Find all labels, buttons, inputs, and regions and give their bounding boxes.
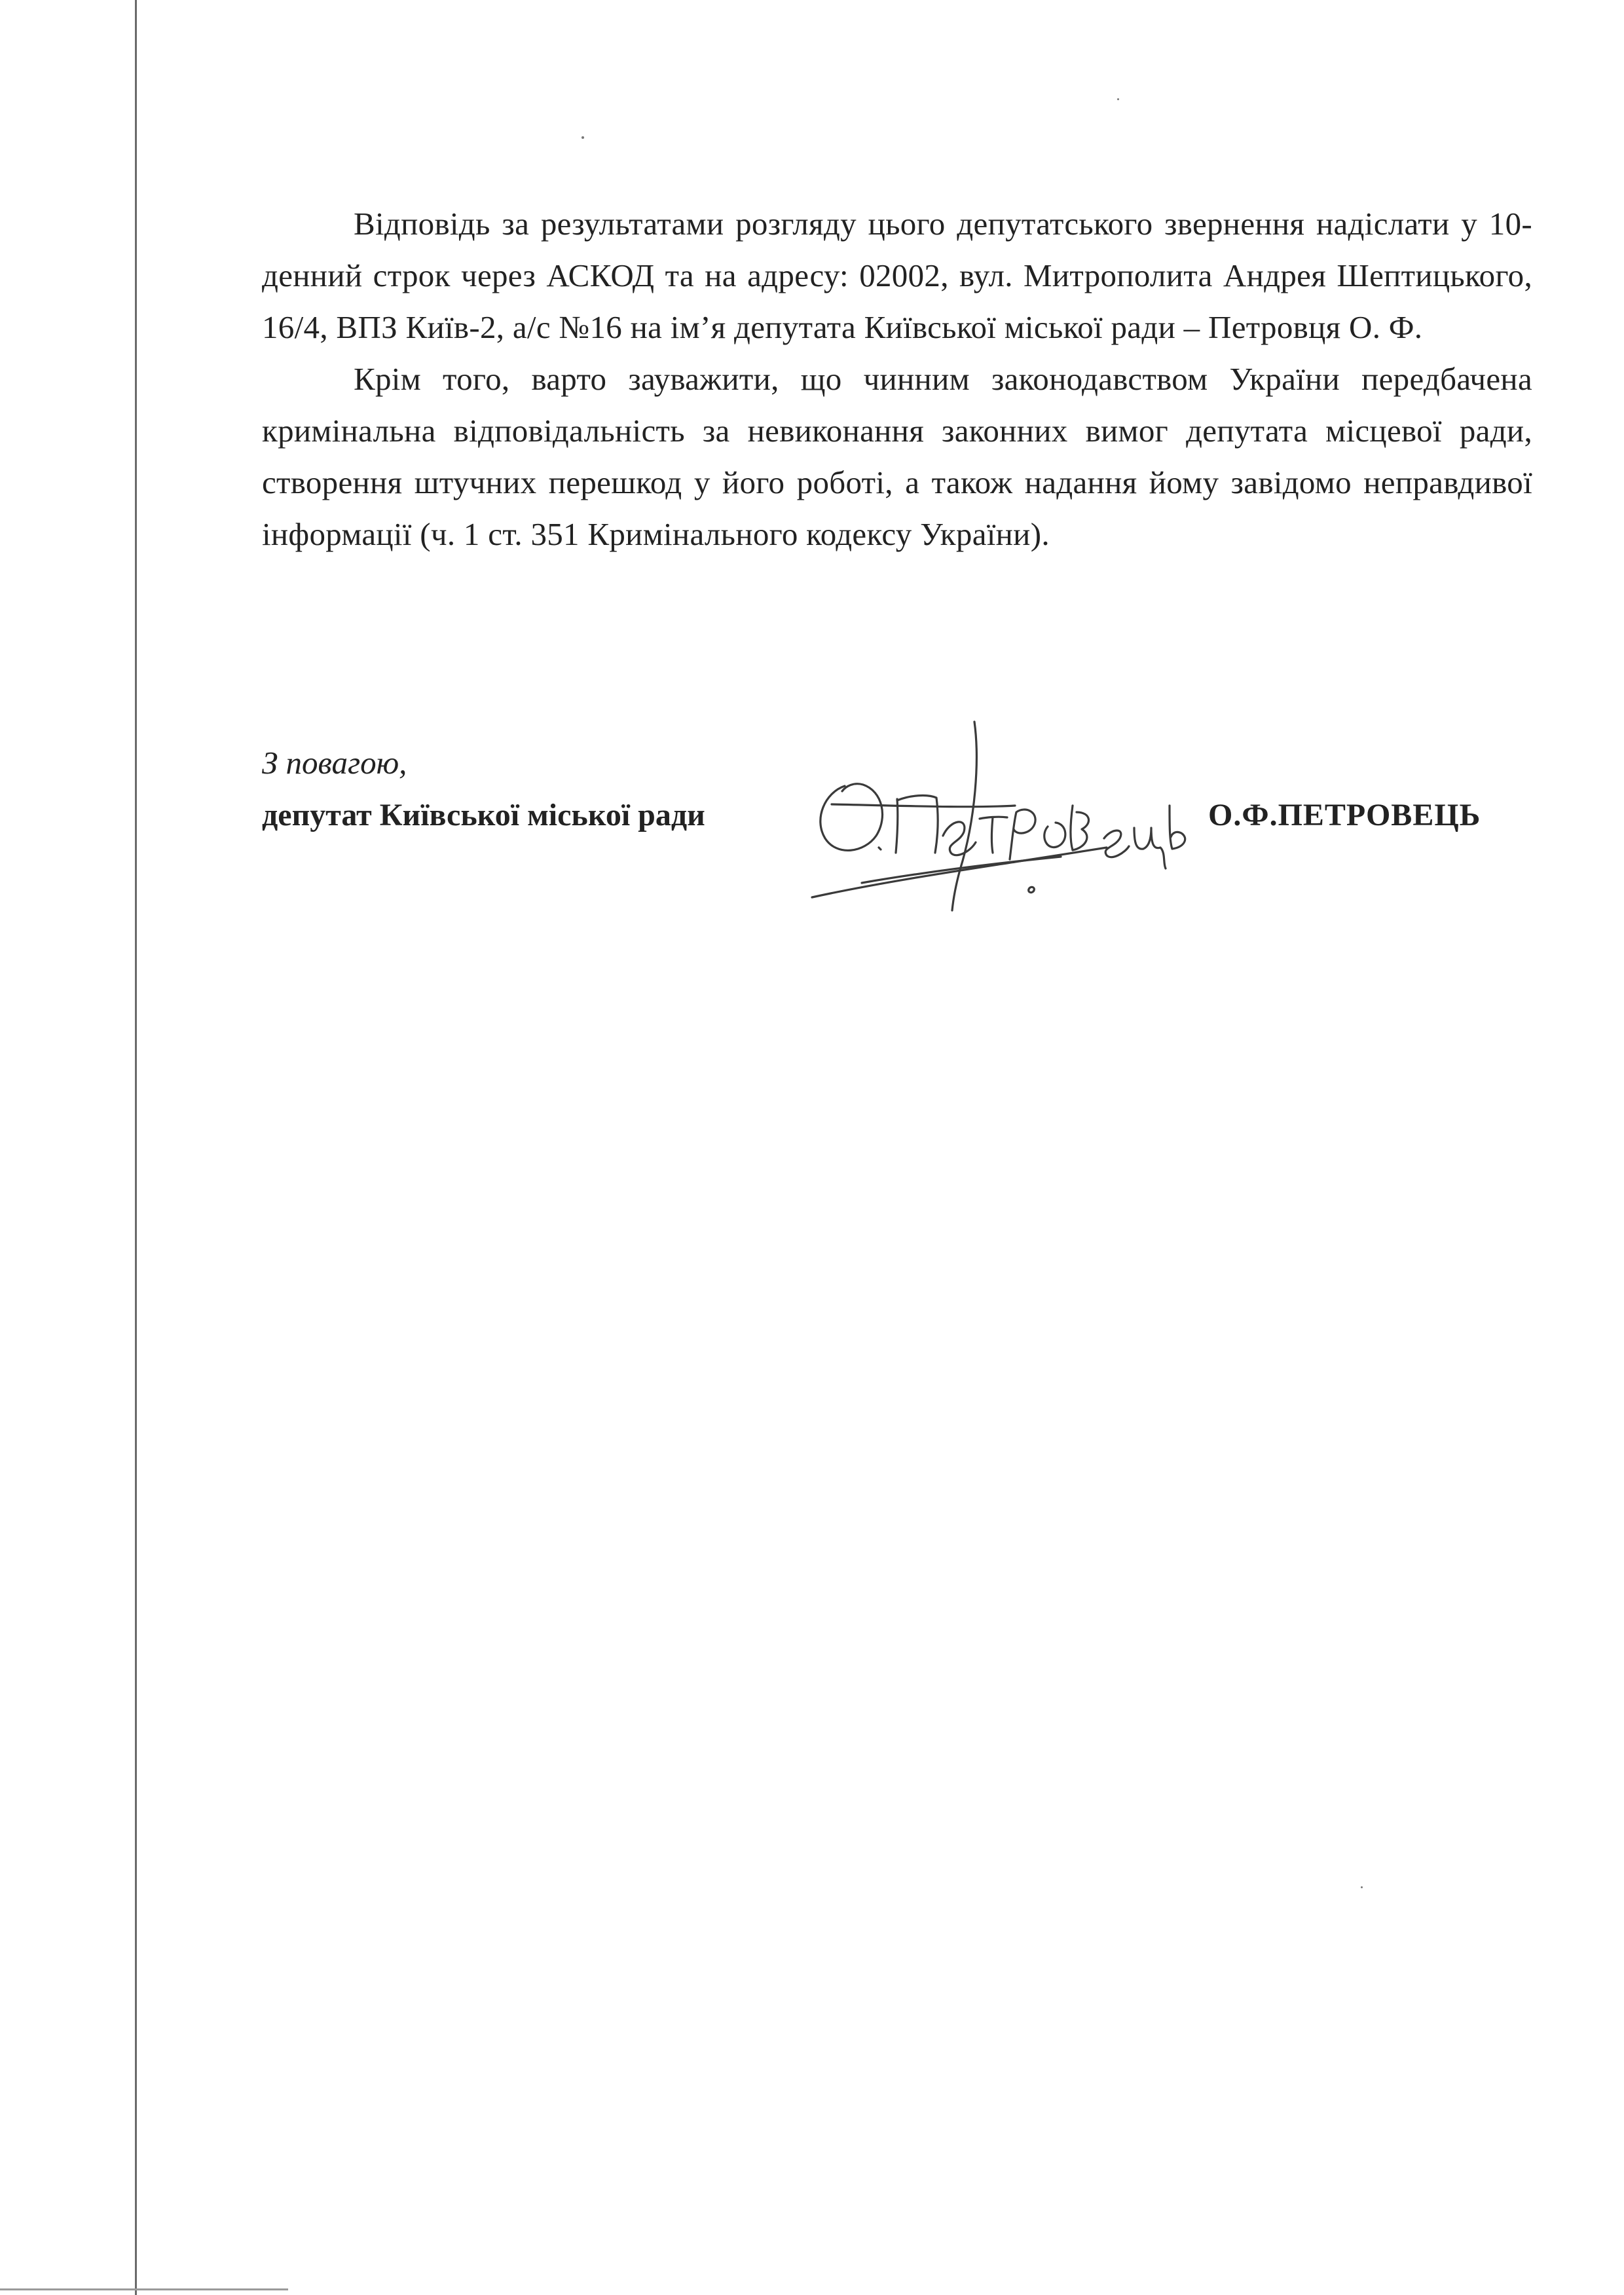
scan-bottom-line	[0, 2288, 288, 2290]
paragraph-response-request: Відповідь за результатами розгляду цього депутатського звернення надіслати у 10-денний строк через АСКОД та на адресу: 02002, вул. Митрополита Андрея Шептицького, 16/4, ВПЗ Київ-2, а/с №16 на ім’я депутата Київської міської ради – Петровця О. Ф.	[262, 206, 1532, 345]
letter-body	[262, 198, 1532, 560]
paragraph-legal-notice: Крім того, варто зауважити, що чинним законодавством України передбачена кримінальна відповідальність за невиконання законних вимог депутата місцевої ради, створення штучних перешкод у його роботі, а також надання йому завідомо неправдивої інформації (ч. 1 ст. 351 Кримінального кодексу України).	[262, 361, 1532, 552]
signer-name: О.Ф.ПЕТРОВЕЦЬ	[1208, 798, 1481, 832]
signer-position: депутат Київської міської ради	[262, 798, 705, 832]
scan-speck	[1361, 1886, 1363, 1888]
scan-speck	[1117, 98, 1119, 100]
closing-phrase: З повагою,	[262, 745, 407, 781]
handwritten-signature	[799, 707, 1205, 930]
scan-speck	[581, 136, 584, 139]
scan-edge-line	[135, 0, 137, 2295]
